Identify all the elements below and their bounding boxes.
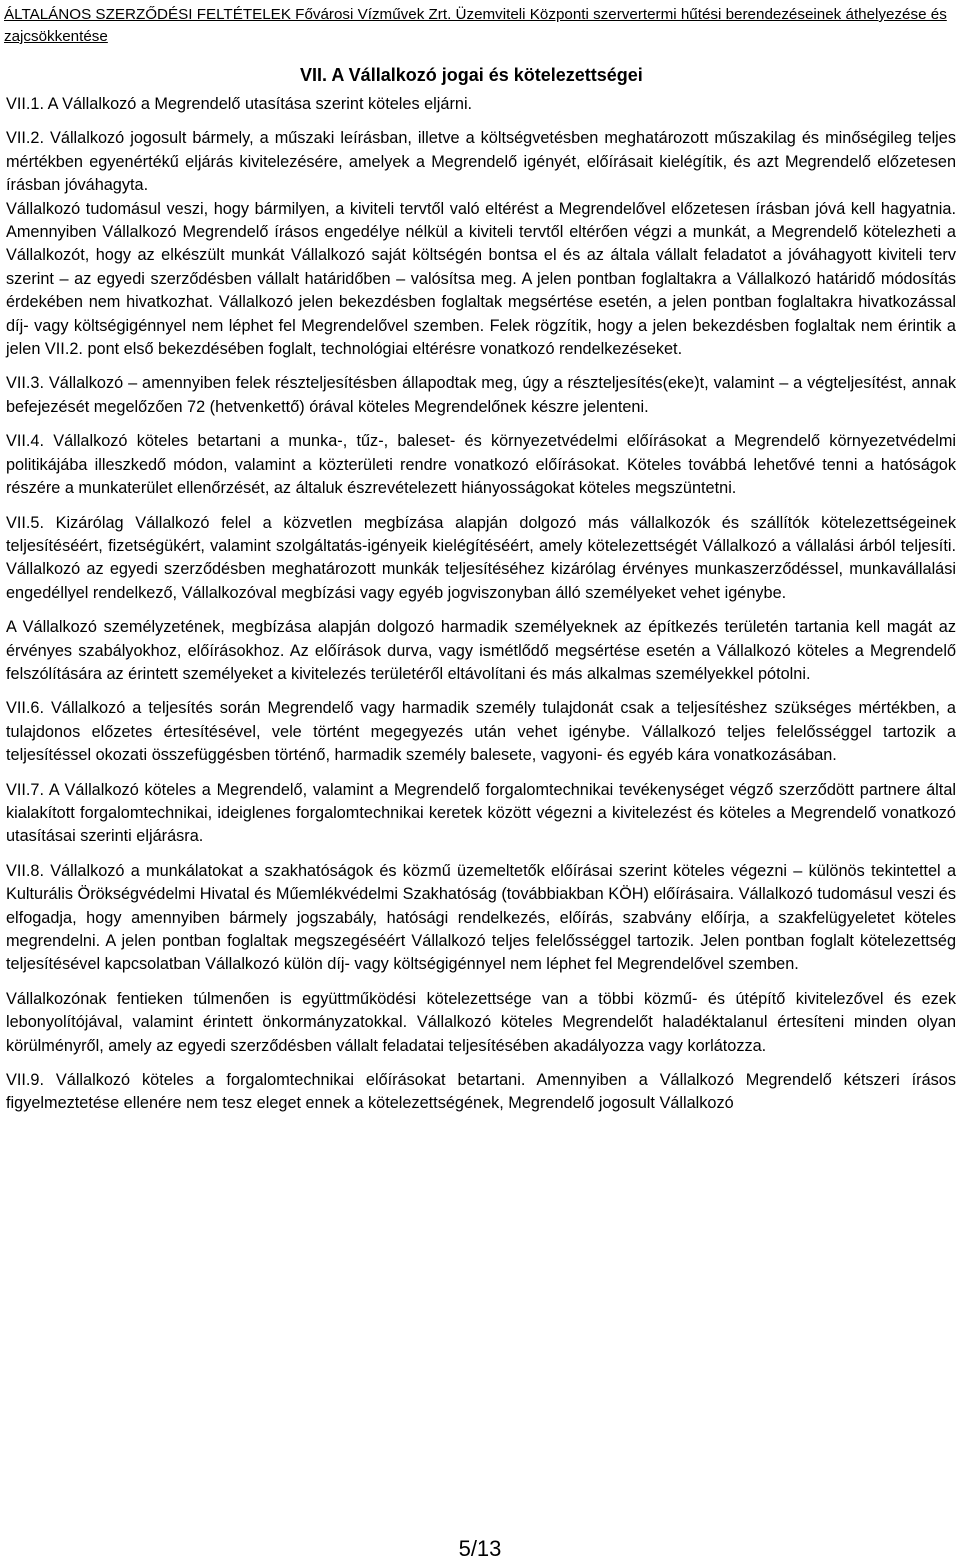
section-title: VII. A Vállalkozó jogai és kötelezettségei xyxy=(300,65,643,85)
body-text xyxy=(6,93,956,1127)
paragraph-vii-8: VII.8. Vállalkozó a munkálatokat a szakhatóságok és közmű üzemeltetők előírásai szerint köteles végezni – különös tekintettel a Kulturális Örökségvédelmi Hivatal és Műemlékvédelmi Szakhatóság (továbbiakban KÖH) előírásaira. Vállalkozó tudomásul veszi és elfogadja, hogy amennyiben bármely jogszabály, hatósági rendelkezés, előírás, szabvány előírja, a szakfelügyeletet köteles megrendelni. A jelen pontban foglaltak megszegéséért Vállalkozó teljes felelősséggel tartozik. Jelen pontban foglalt kötelezettség teljesítésével kapcsolatban Vállalkozó külön díj- vagy költségigénnyel nem léphet fel Megrendelővel szemben. xyxy=(6,861,956,974)
paragraph-vii-2: VII.2. Vállalkozó jogosult bármely, a műszaki leírásban, illetve a költségvetésben meghatározott műszakilag és minőségileg teljes mértékben egyenértékű eljárás kivitelezésére, amelyek a Megrendelő igényét, előírásait kielégítik, és azt Megrendelő előzetesen írásban jóváhagyta. xyxy=(6,129,956,195)
paragraph-vii-9: VII.9. Vállalkozó köteles a forgalomtechnikai előírásokat betartani. Amennyiben a Vállalkozó Megrendelő kétszeri írásos figyelmeztetése ellenére nem tesz eleget ennek a kötelezettségének, Megrendelő jogosult Vállalkozó xyxy=(6,1071,956,1113)
page-number: 5/13 xyxy=(458,1536,502,1561)
paragraph-vii-3: VII.3. Vállalkozó – amennyiben felek részteljesítésben állapodtak meg, úgy a részteljesítés(eke)t, valamint – a végteljesítést, annak befejezését megelőzően 72 (hetvenkettő) órával köteles Megrendelőnek készre jelenteni. xyxy=(6,374,956,416)
running-header: ÁLTALÁNOS SZERZŐDÉSI FELTÉTELEK Fővárosi Vízművek Zrt. Üzemviteli Központi szervertermi hűtési berendezéseinek áthelyezése és zajcsökkentése xyxy=(4,6,947,45)
paragraph-vii-7: VII.7. A Vállalkozó köteles a Megrendelő, valamint a Megrendelő forgalomtechnikai tevékenységet végző szerződött partnere által kialakított forgalomtechnikai, ideiglenes forgalomtechnikai keretek között végezni a kivitelezést és köteles a Megrendelő vonatkozó utasításai szerinti eljárásra. xyxy=(6,780,956,846)
paragraph-vii-1: VII.1. A Vállalkozó a Megrendelő utasítása szerint köteles eljárni. xyxy=(6,95,473,113)
paragraph-vii-6: VII.6. Vállalkozó a teljesítés során Megrendelő vagy harmadik személy tulajdonát csak a teljesítéshez szükséges mértékben, a tulajdonos előzetes értesítésével, vele történt megegyezés után vehet igénybe. Vállalkozó teljes felelősséggel tartozik a teljesítéssel okozati összefüggésben történő, harmadik személy balesete, vagyoni- és egyéb kára vonatkozásában. xyxy=(6,699,956,765)
paragraph-vii-4: VII.4. Vállalkozó köteles betartani a munka-, tűz-, baleset- és környezetvédelmi előírásokat a Megrendelő környezetvédelmi politikájába illeszkedő módon, valamint a közterületi rendre vonatkozó előírásokat. Köteles továbbá lehetővé tenni a hatóságok részére a munkaterület ellenőrzését, az általuk észrevételezett hiányosságokat köteles megszüntetni. xyxy=(6,432,956,498)
paragraph-vii-2-continued: Vállalkozó tudomásul veszi, hogy bármilyen, a kiviteli tervtől való eltérést a Megrendelővel előzetesen írásban jóvá kell hagyatnia. Amennyiben Vállalkozó Megrendelő írásos engedélye nélkül a kiviteli tervtől eltérően végzi a munkát, a Megrendelő kötelezheti a Vállalkozót, hogy az elkészült munkát Vállalkozó saját költségén bontsa el és az általa vállalt feladatot a jóváhagyott kiviteli terv szerint – az egyedi szerződésben vállalt határidőben – valósítsa meg. A jelen pontban foglaltakra a Vállalkozó határidő módosítás érdekében nem hivatkozhat. Vállalkozó jelen bekezdésben foglaltak megsértése esetén, a jelen pontban foglaltakra hivatkozással díj- vagy költségigénnyel nem léphet fel Megrendelővel szemben. Felek rögzítik, hogy a jelen bekezdésben foglaltak nem érintik a jelen VII.2. pont első bekezdésében foglalt, technológiai eltérésre vonatkozó rendelkezéseket. xyxy=(6,199,956,359)
paragraph-vii-5-personnel: A Vállalkozó személyzetének, megbízása alapján dolgozó harmadik személyeknek az építkezés területén tartania kell magát az érvényes szabályokhoz, előírásokhoz. Az előírások durva, vagy ismétlődő megsértése esetén a Vállalkozó köteles a Megrendelő felszólítására az érintett személyeket a kivitelezés területéről eltávolítani és más alkalmas személyekkel pótolni. xyxy=(6,618,956,683)
paragraph-vii-8-cooperation: Vállalkozónak fentieken túlmenően is együttműködési kötelezettsége van a többi közmű- és útépítő kivitelezővel és ezek lebonyolítójával, valamint érintett önkormányzatokkal. Vállalkozó köteles Megrendelőt haladéktalanul értesíteni minden olyan körülményről, amely az egyedi szerződésben vállalt feladatai teljesítésében akadályozza vagy korlátozza. xyxy=(6,989,956,1055)
paragraph-vii-5: VII.5. Kizárólag Vállalkozó felel a közvetlen megbízása alapján dolgozó más vállalkozók és szállítók kötelezettségeinek teljesítéséért, fizetségükért, valamint szolgáltatás-igényeik kielégítéséért, amely kötelezettségét Vállalkozó a vállalási árból teljesíti. Vállalkozó az egyedi szerződésben meghatározott munkák teljesítéséhez kizárólag érvényes munkaszerződéssel, munkavállalási engedéllyel rendelkező, Vállalkozóval megbízási vagy egyéb jogviszonyban álló személyeket vehet igénybe. xyxy=(6,513,956,602)
